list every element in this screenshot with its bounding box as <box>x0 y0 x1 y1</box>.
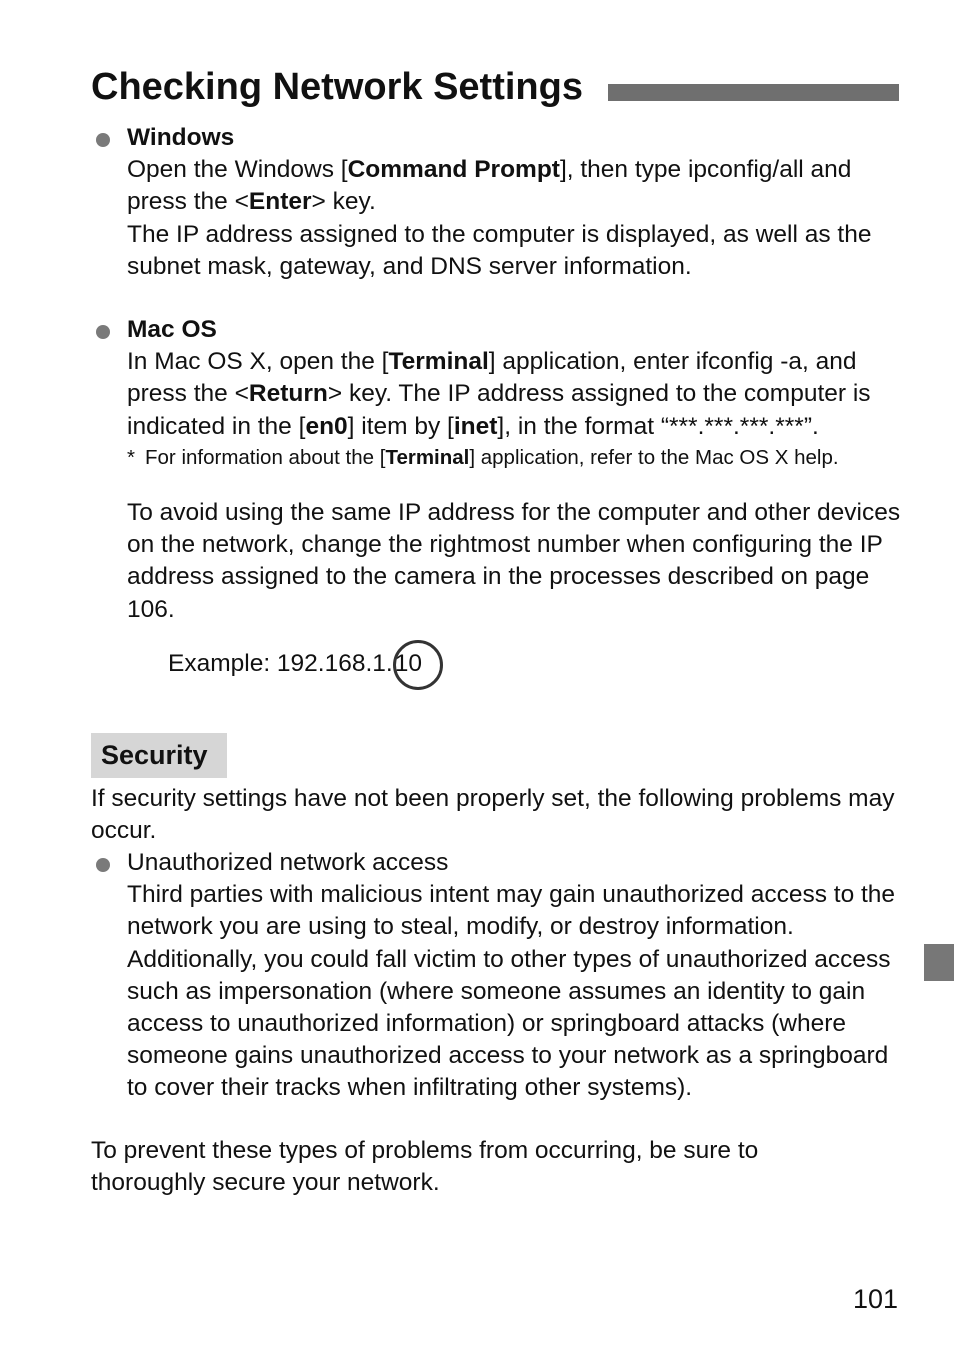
macos-heading: Mac OS <box>127 316 217 343</box>
example-label: Example: 192.168.1. <box>168 650 393 677</box>
macos-section <box>127 314 917 443</box>
windows-instruction: Open the Windows [Command Prompt], then type ipconfig/all and press the <Enter> key. <box>127 156 852 216</box>
windows-heading: Windows <box>127 124 235 151</box>
security-heading: Security <box>101 740 208 770</box>
security-item <box>127 847 907 1105</box>
security-heading-box <box>91 733 227 778</box>
page-number: 101 <box>853 1284 899 1314</box>
bullet-icon <box>96 858 110 872</box>
bullet-icon <box>96 133 110 147</box>
page-title: Checking Network Settings <box>91 66 583 108</box>
terminal-term-note: Terminal <box>385 446 470 469</box>
command-prompt-term: Command Prompt <box>347 156 560 184</box>
ip-example <box>168 648 422 680</box>
security-item-body: Third parties with malicious intent may gain unauthorized access to the network you are using to steal, modify, or destroy information. Additionally, you could fall victim to other types of unauthorized access such as impersonation (where someone assumes an identity to gain access to unauthorized information) or springboard attacks (where someone gains unauthorized access to your network as a springboard to cover their tracks when infiltrating other systems). <box>127 881 896 1102</box>
windows-section <box>127 122 907 283</box>
security-closing: To prevent these types of problems from occurring, be sure to thoroughly secure your network. <box>91 1137 759 1197</box>
inet-term: inet <box>453 412 498 440</box>
terminal-term: Terminal <box>388 348 489 376</box>
security-item-title: Unauthorized network access <box>127 849 449 876</box>
bullet-icon <box>96 325 110 339</box>
return-key-term: Return <box>248 380 328 408</box>
enter-key-term: Enter <box>248 188 312 216</box>
macos-instruction: In Mac OS X, open the [Terminal] application, enter ifconfig -a, and press the <Return> key. The IP address assigned to the computer is indicated in the [en0] item by [inet], in the format “***.***.***.***”. <box>127 348 871 440</box>
section-thumb-tab <box>924 944 954 981</box>
highlight-circle <box>393 640 443 690</box>
macos-footnote: * For information about the [Terminal] application, refer to the Mac OS X help. <box>127 446 839 469</box>
ip-avoid-paragraph: To avoid using the same IP address for the computer and other devices on the network, change the rightmost number when configuring the IP address assigned to the camera in the processes described on page 106. <box>127 499 901 623</box>
title-rule-bar <box>608 84 899 101</box>
windows-description: The IP address assigned to the computer is displayed, as well as the subnet mask, gateway, and DNS server information. <box>127 220 872 280</box>
security-intro: If security settings have not been properly set, the following problems may occur. <box>91 785 895 845</box>
example-circled-number: 10 <box>394 650 423 677</box>
en0-term: en0 <box>305 412 348 440</box>
